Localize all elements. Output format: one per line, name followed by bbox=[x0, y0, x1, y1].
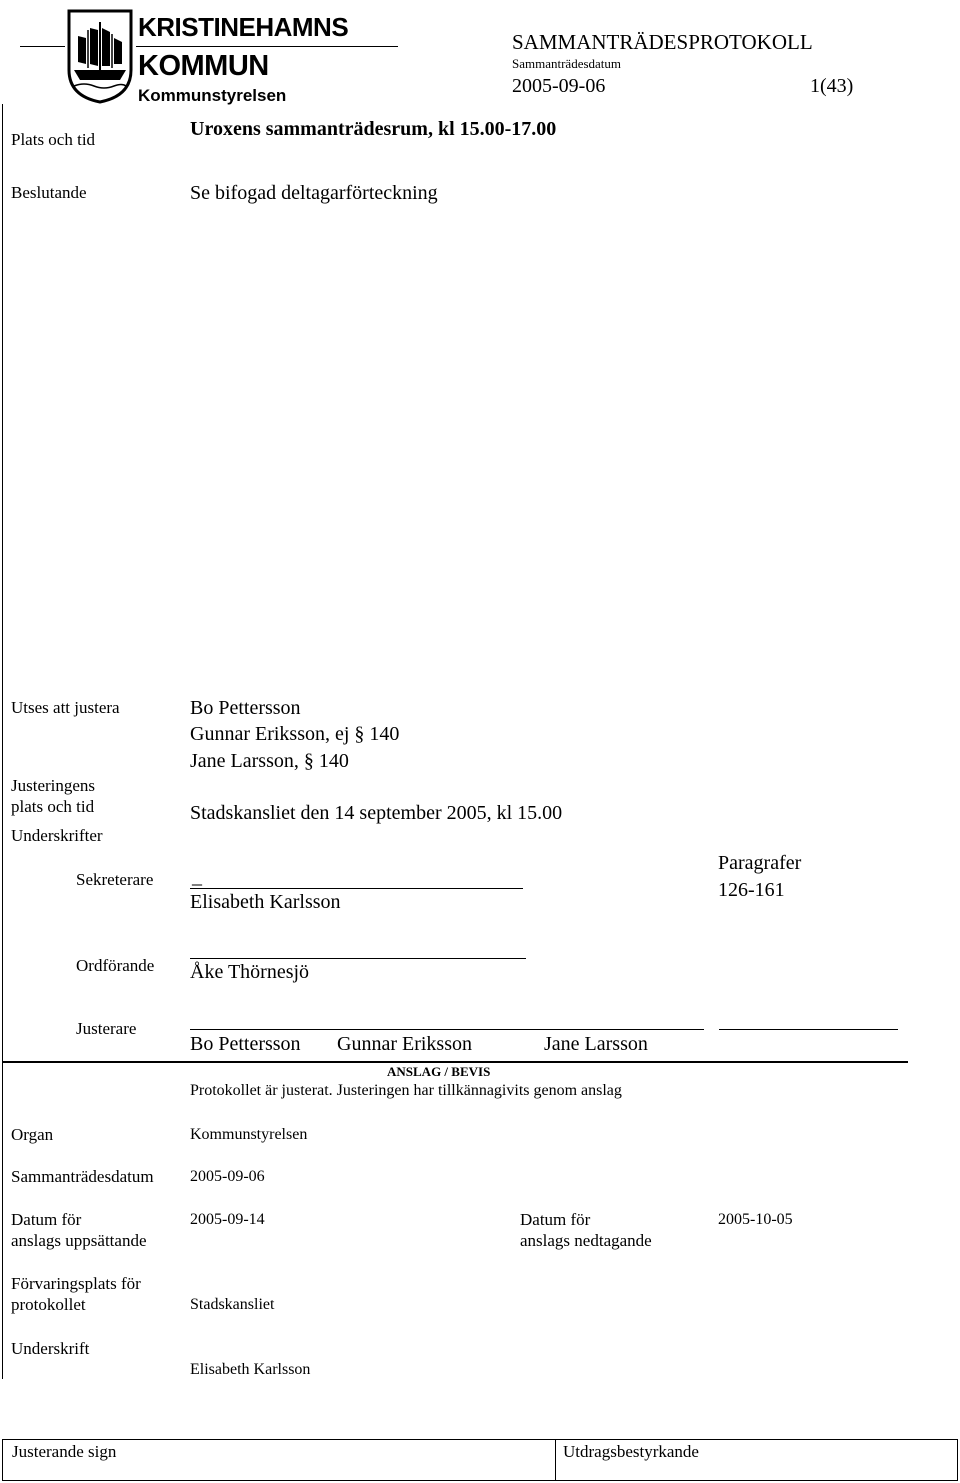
adjust-place-value: Stadskansliet den 14 september 2005, kl 15.00 bbox=[190, 802, 563, 824]
header-rule-left bbox=[20, 46, 65, 47]
page-number: 1(43) bbox=[810, 75, 854, 97]
org-name-line1: KRISTINEHAMNS bbox=[138, 12, 349, 42]
adjusters-label: Justerare bbox=[76, 1019, 137, 1038]
deciders-value: Se bifogad deltagarförteckning bbox=[190, 182, 438, 204]
section-symbol: § bbox=[354, 723, 365, 745]
notice-title: ANSLAG / BEVIS bbox=[387, 1064, 491, 1079]
adjust-label: Utses att justera bbox=[11, 698, 120, 717]
post-date-value: 2005-09-14 bbox=[190, 1211, 265, 1228]
signature-value: Elisabeth Karlsson bbox=[190, 1361, 311, 1378]
adjust-person-1: Bo Pettersson bbox=[190, 697, 301, 719]
adjust-person-3: Jane Larsson, § 140 bbox=[190, 750, 349, 772]
organ-label: Organ bbox=[11, 1125, 54, 1144]
place-value: Uroxens sammanträdesrum, kl 15.00-17.00 bbox=[190, 118, 557, 140]
header-rule-right bbox=[136, 46, 398, 47]
chair-name: Åke Thörnesjö bbox=[190, 961, 310, 983]
adjuster-3: Jane Larsson bbox=[544, 1033, 648, 1055]
page-left-border bbox=[2, 104, 3, 1379]
notice-date-value: 2005-09-06 bbox=[190, 1168, 265, 1185]
organ-value: Kommunstyrelsen bbox=[190, 1126, 308, 1143]
org-name-line2: KOMMUN bbox=[138, 50, 269, 82]
adjust-person-2: Gunnar Eriksson, ej § 140 bbox=[190, 723, 400, 745]
section-symbol: § bbox=[303, 750, 314, 772]
chair-signature-line bbox=[190, 958, 526, 959]
secretary-label: Sekreterare bbox=[76, 870, 154, 889]
secretary-signature-line bbox=[190, 888, 523, 889]
org-department: Kommunstyrelsen bbox=[138, 86, 287, 105]
date-caption: Sammanträdesdatum bbox=[512, 56, 622, 71]
secretary-mark: _ bbox=[192, 866, 202, 888]
footer-box bbox=[2, 1439, 958, 1481]
adjuster-1: Bo Pettersson bbox=[190, 1033, 301, 1055]
meeting-date: 2005-09-06 bbox=[512, 75, 606, 97]
storage-label-1: Förvaringsplats för bbox=[11, 1274, 141, 1293]
signature-label: Underskrift bbox=[11, 1339, 90, 1358]
deciders-label: Beslutande bbox=[11, 183, 87, 202]
signatures-label: Underskrifter bbox=[11, 826, 103, 845]
post-date-label-2: anslags uppsättande bbox=[11, 1231, 147, 1250]
storage-label-2: protokollet bbox=[11, 1295, 86, 1314]
post-date-label-1: Datum för bbox=[11, 1210, 82, 1229]
notice-divider bbox=[2, 1061, 908, 1063]
paragraphs-label: Paragrafer bbox=[718, 852, 802, 874]
adjusters-signature-line bbox=[190, 1029, 704, 1030]
remove-date-label-2: anslags nedtagande bbox=[520, 1231, 652, 1250]
footer-extract-certified: Utdragsbestyrkande bbox=[563, 1442, 699, 1461]
secretary-name: Elisabeth Karlsson bbox=[190, 891, 341, 913]
remove-date-label-1: Datum för bbox=[520, 1210, 591, 1229]
adjust-place-label-2: plats och tid bbox=[11, 797, 95, 816]
notice-date-label: Sammanträdesdatum bbox=[11, 1167, 154, 1186]
notice-text: Protokollet är justerat. Justeringen har tillkännagivits genom anslag bbox=[190, 1082, 622, 1099]
chair-label: Ordförande bbox=[76, 956, 155, 975]
coat-of-arms-logo bbox=[66, 8, 134, 104]
remove-date-value: 2005-10-05 bbox=[718, 1211, 793, 1228]
adjust-place-label-1: Justeringens bbox=[11, 776, 96, 795]
adjuster-2: Gunnar Eriksson bbox=[337, 1033, 472, 1055]
place-label: Plats och tid bbox=[11, 130, 96, 149]
extra-signature-line bbox=[719, 1029, 898, 1030]
storage-value: Stadskansliet bbox=[190, 1296, 275, 1313]
paragraphs-value: 126-161 bbox=[718, 879, 785, 901]
document-title: SAMMANTRÄDESPROTOKOLL bbox=[512, 30, 813, 54]
footer-divider bbox=[555, 1440, 556, 1480]
footer-adjusting-sign: Justerande sign bbox=[12, 1442, 117, 1461]
